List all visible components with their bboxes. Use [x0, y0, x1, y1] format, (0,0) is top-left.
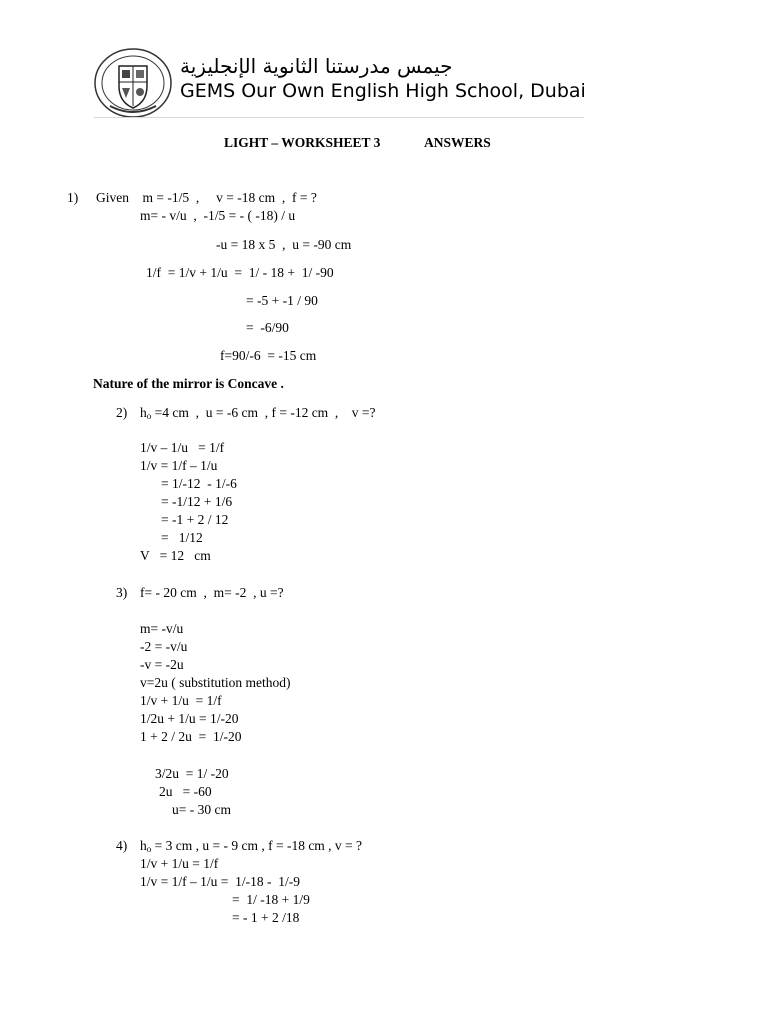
q2-given: $h_o =4$ cm , u = -6 cm , f = -12 cm , v =? [140, 405, 376, 421]
q1-given: Given m = -1/5 , v = -18 cm , f = ? [96, 190, 317, 205]
q4-number: 4) [116, 838, 128, 853]
q2-step: = -1/12 + 1/6 [161, 494, 233, 509]
school-name-arabic: جيمس مدرستنا الثانوية الإنجليزية [180, 54, 453, 78]
school-name: GEMS Our Own English High School, Dubai [180, 80, 586, 102]
q4-step: = - 1 + 2 /18 [232, 910, 300, 925]
q1-step: -u = 18 x 5 , u = -90 cm [216, 237, 352, 252]
q2-step: = 1/12 [161, 530, 203, 545]
q4-step: 1/v = 1/f – 1/u = 1/-18 - 1/-9 [140, 874, 300, 889]
q4-given: $h_o = 3$ cm , u = - 9 cm , f = -18 cm , v = ? [140, 838, 363, 854]
q2-number: 2) [116, 405, 128, 420]
answers-label: ANSWERS [424, 135, 491, 150]
q4-step: = 1/ -18 + 1/9 [232, 892, 310, 907]
worksheet-title: LIGHT – WORKSHEET 3 [224, 135, 381, 150]
q1-step: = -6/90 [246, 320, 289, 335]
q3-step: u= - 30 cm [172, 802, 231, 817]
q3-step: v=2u ( substitution method) [140, 675, 291, 690]
q3-step: 1 + 2 / 2u = 1/-20 [140, 729, 242, 744]
q1-step: m= - v/u , -1/5 = - ( -18) / u [140, 208, 296, 223]
q1-step: 1/f = 1/v + 1/u = 1/ - 18 + 1/ -90 [146, 265, 334, 280]
q2-step: = -1 + 2 / 12 [161, 512, 229, 527]
q2-step: 1/v = 1/f – 1/u [140, 458, 218, 473]
q3-step: 3/2u = 1/ -20 [155, 766, 229, 781]
header-divider [94, 117, 584, 118]
q3-step: -2 = -v/u [140, 639, 188, 654]
q1-step: f=90/-6 = -15 cm [220, 348, 317, 363]
school-crest-icon [92, 46, 174, 120]
q4-step: 1/v + 1/u = 1/f [140, 856, 219, 871]
q3-step: 2u = -60 [159, 784, 212, 799]
q3-given: f= - 20 cm , m= -2 , u =? [140, 585, 284, 600]
q1-nature: Nature of the mirror is Concave . [93, 376, 284, 391]
q1-step: = -5 + -1 / 90 [246, 293, 318, 308]
q3-step: 1/2u + 1/u = 1/-20 [140, 711, 239, 726]
q3-step: m= -v/u [140, 621, 184, 636]
q1-number: 1) [67, 190, 79, 205]
q3-step: 1/v + 1/u = 1/f [140, 693, 222, 708]
q3-step: -v = -2u [140, 657, 184, 672]
q3-number: 3) [116, 585, 128, 600]
q2-step: V = 12 cm [140, 548, 211, 563]
q2-step: = 1/-12 - 1/-6 [161, 476, 237, 491]
q2-step: 1/v – 1/u = 1/f [140, 440, 225, 455]
